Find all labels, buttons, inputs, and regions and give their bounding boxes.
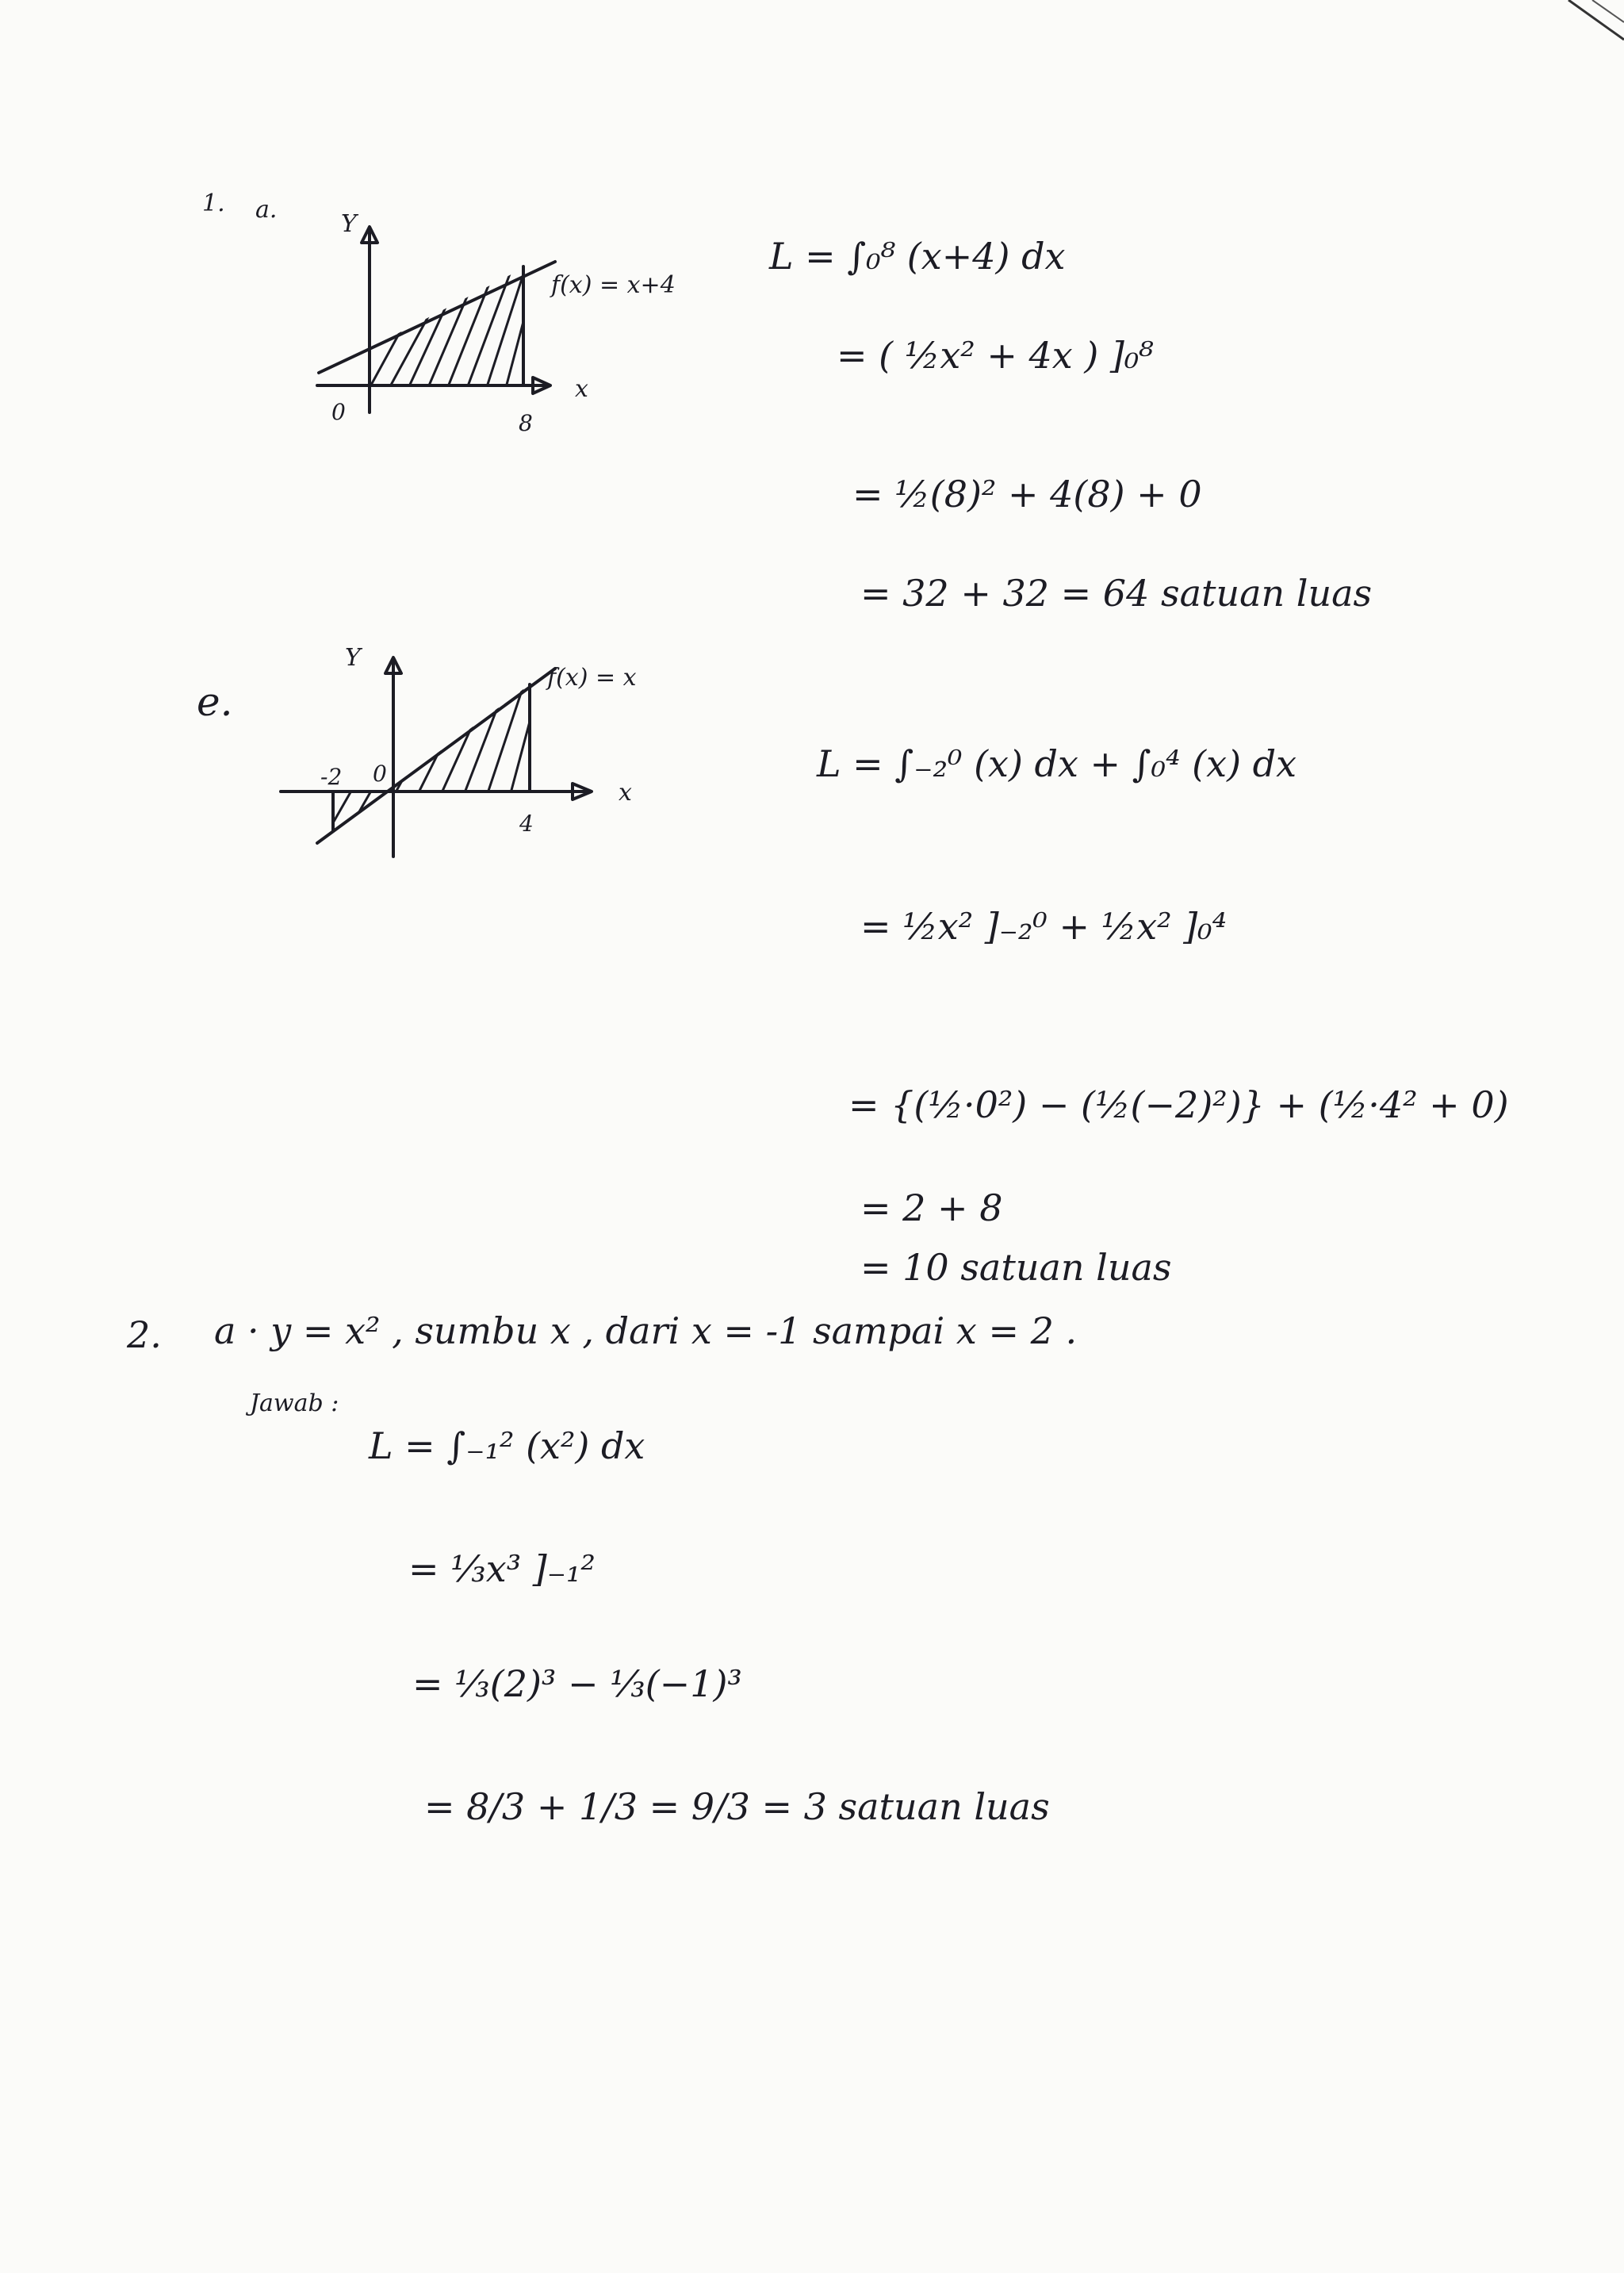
problem-2-number: 2. xyxy=(127,1313,162,1356)
graph-1e-x-tick: 4 xyxy=(519,811,534,837)
graph-1e-neg-tick: -2 xyxy=(320,764,343,790)
graph-1a xyxy=(309,210,563,436)
step-2-2: = ⅓x³ ]₋₁² xyxy=(408,1547,596,1590)
answer-label: Jawab : xyxy=(250,1389,339,1417)
graph-1a-origin-label: 0 xyxy=(331,399,346,425)
problem-2-statement: a · y = x² , sumbu x , dari x = -1 sampai x = 2 . xyxy=(214,1309,1078,1352)
function-line-1a xyxy=(319,262,555,373)
step-1a-3: = ½(8)² + 4(8) + 0 xyxy=(852,473,1202,516)
shaded-region-1e-right xyxy=(389,686,539,805)
graph-1e-origin-label: 0 xyxy=(373,761,387,787)
step-1e-2: = ½x² ]₋₂⁰ + ½x² ]₀⁴ xyxy=(860,905,1228,948)
step-2-3: = ⅓(2)³ − ⅓(−1)³ xyxy=(412,1662,742,1705)
problem-1-number: 1. xyxy=(202,190,225,217)
step-1a-2: = ( ½x² + 4x ) ]₀⁸ xyxy=(837,334,1154,377)
step-1a-4: = 32 + 32 = 64 satuan luas xyxy=(860,572,1373,615)
part-e-label: e. xyxy=(197,679,233,725)
graph-1a-x-label: x xyxy=(575,375,588,403)
graph-1e-y-label: Y xyxy=(345,644,361,672)
step-1e-3: = {(½·0²) − (½(−2)²)} + (½·4² + 0) xyxy=(848,1083,1509,1126)
graph-1a-x-tick: 8 xyxy=(519,410,533,436)
step-1e-1: L = ∫₋₂⁰ (x) dx + ∫₀⁴ (x) dx xyxy=(817,742,1297,785)
graph-1a-function-label: f(x) = x+4 xyxy=(551,271,676,299)
page-corner-fold xyxy=(1561,0,1624,48)
step-1e-4: = 2 + 8 xyxy=(860,1186,1003,1229)
step-1a-1: L = ∫₀⁸ (x+4) dx xyxy=(769,235,1066,278)
step-2-1: L = ∫₋₁² (x²) dx xyxy=(369,1424,645,1467)
step-2-4: = 8/3 + 1/3 = 9/3 = 3 satuan luas xyxy=(424,1785,1050,1828)
part-a-label: a. xyxy=(255,196,278,224)
graph-1a-y-label: Y xyxy=(341,210,357,238)
step-1e-5: = 10 satuan luas xyxy=(860,1246,1172,1289)
graph-1e-x-label: x xyxy=(619,779,632,807)
graph-1e-function-label: f(x) = x xyxy=(547,664,637,692)
